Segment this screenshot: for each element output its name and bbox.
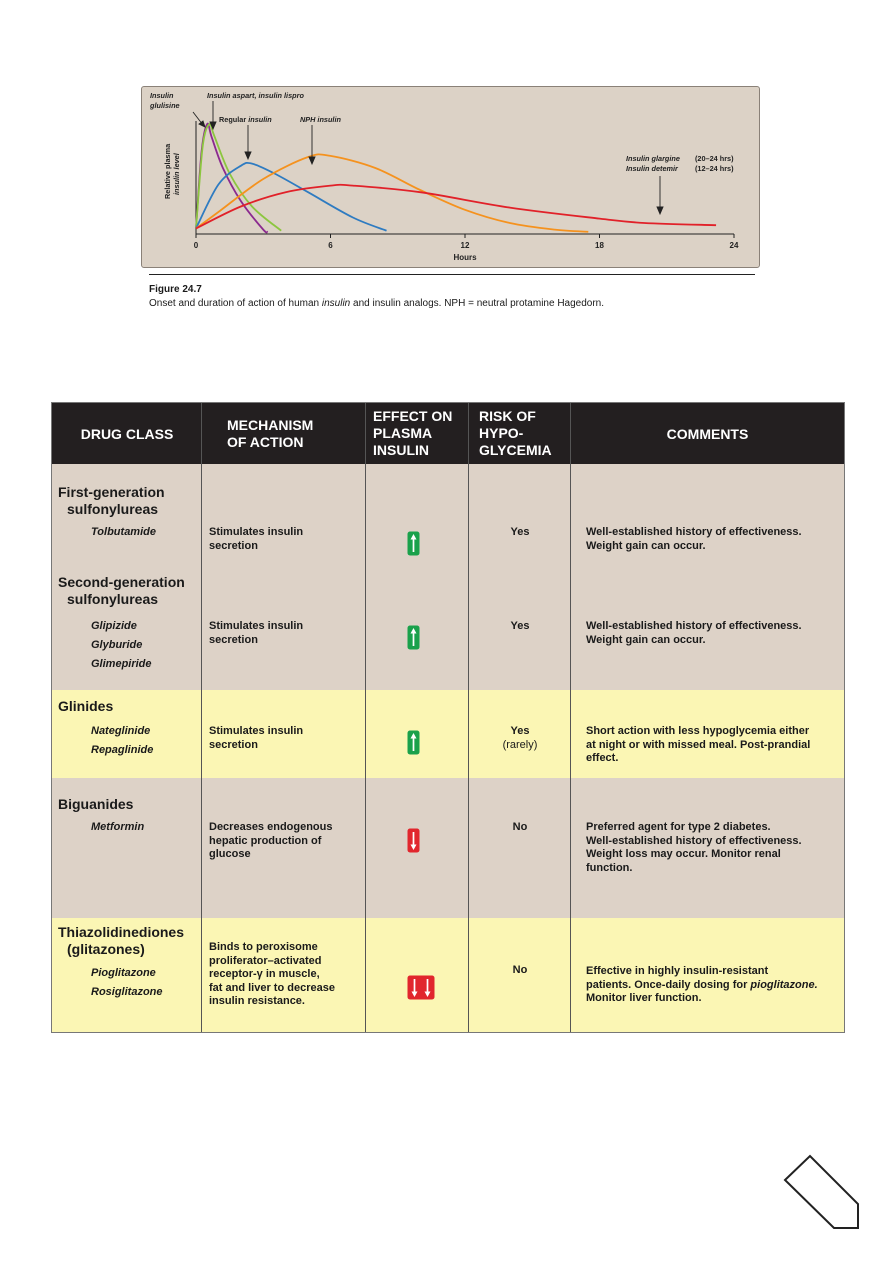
mechanism-line: Stimulates insulin	[209, 526, 304, 538]
drug-tolbutamide: Tolbutamide	[91, 526, 156, 538]
label-glargine: Insulin glargine	[626, 154, 680, 163]
chart-axes	[196, 121, 734, 234]
mechanism-line: proliferator–activated	[209, 954, 322, 967]
header-mechanism	[202, 403, 366, 464]
class-first-gen-2: sulfonylureas	[67, 501, 159, 517]
comment-line: Preferred agent for type 2 diabetes.	[586, 821, 771, 833]
mechanism-second-gen	[209, 620, 303, 647]
caption-pre: Onset and duration of action of human	[149, 298, 322, 309]
comment-line: effect.	[586, 752, 619, 764]
up-arrow-icon	[407, 625, 420, 655]
mechanism-line: secretion	[209, 738, 258, 751]
mechanism-line: glucose	[209, 848, 251, 860]
risk-second-gen: Yes	[510, 620, 530, 632]
y-axis-label-1: Relative plasma	[163, 143, 172, 199]
arrow-nph-head	[309, 157, 315, 164]
down-arrow-icon	[407, 975, 435, 1005]
comment-line: Well-established history of effectiveness.	[586, 526, 802, 538]
label-regular	[219, 115, 272, 124]
comment-line	[586, 979, 818, 993]
pencil-icon[interactable]	[780, 1150, 864, 1239]
mechanism-glinides	[209, 725, 303, 752]
risk-first-gen: Yes	[510, 526, 530, 538]
caption-divider	[149, 274, 755, 275]
risk-glinides	[469, 725, 571, 752]
comment-part-italic: pioglitazone.	[750, 978, 818, 991]
comment-line: Well-established history of effectiveness.	[586, 834, 802, 847]
column-divider	[468, 403, 469, 1032]
drug-class-table	[51, 402, 845, 1033]
x-tick-label: 12	[460, 241, 470, 250]
comment-line: Effective in highly insulin-resistant	[586, 965, 769, 977]
arrow-regular-head	[245, 152, 251, 159]
label-regular-b: insulin	[248, 115, 272, 124]
header-risk-3: GLYCEMIA	[479, 442, 552, 458]
header-risk	[469, 403, 571, 464]
drug-nateglinide: Nateglinide	[91, 725, 151, 737]
comment-line: function.	[586, 861, 633, 874]
comment-line: at night or with missed meal. Post-prandial	[586, 738, 811, 751]
mechanism-line: Decreases endogenous	[209, 821, 333, 833]
x-tick-label: 18	[595, 241, 604, 250]
insulin-chart	[142, 87, 759, 267]
header-effect-1: EFFECT ON	[373, 408, 453, 424]
drug-glipizide: Glipizide	[91, 620, 137, 632]
x-tick-label: 0	[193, 241, 199, 250]
header-risk-1: RISK OF	[479, 408, 536, 424]
header-effect	[366, 403, 469, 464]
mechanism-line: fat and liver to decrease	[209, 981, 335, 994]
mechanism-line: receptor-γ in muscle,	[209, 968, 320, 980]
mechanism-tzd	[209, 941, 335, 1009]
x-tick-label: 24	[729, 241, 739, 250]
class-first-gen-1: First-generation	[58, 484, 165, 500]
class-tzd-1: Thiazolidinediones	[58, 924, 185, 940]
mechanism-biguanides	[209, 821, 333, 862]
mechanism-line: secretion	[209, 539, 258, 552]
down-arrow-icon	[407, 828, 420, 858]
arrow-glargine-head	[657, 207, 663, 214]
mechanism-first-gen	[209, 526, 303, 553]
mechanism-line: Binds to peroxisome	[209, 941, 318, 953]
drug-rosiglitazone: Rosiglitazone	[91, 986, 163, 998]
drug-pioglitazone: Pioglitazone	[91, 967, 156, 979]
comment-glinides	[586, 725, 810, 766]
label-aspart: Insulin aspart, insulin lispro	[207, 91, 304, 100]
comment-biguanides	[586, 821, 802, 875]
comment-line: Short action with less hypoglycemia either	[586, 725, 810, 737]
mechanism-line: secretion	[209, 633, 258, 646]
class-second-gen-1: Second-generation	[58, 574, 185, 590]
caption-italic: insulin	[321, 298, 351, 309]
mechanism-line: insulin resistance.	[209, 995, 305, 1007]
up-arrow-icon	[407, 531, 420, 561]
comment-line: Weight gain can occur.	[586, 633, 706, 646]
label-glulisine-1: Insulin	[150, 91, 174, 100]
x-axis-label: Hours	[453, 253, 477, 262]
drug-metformin: Metformin	[91, 821, 145, 833]
series-line	[196, 124, 281, 231]
comment-tzd	[586, 965, 818, 1006]
class-second-gen-2: sulfonylureas	[67, 591, 159, 607]
comment-line: Weight loss may occur. Monitor renal	[586, 848, 781, 860]
label-detemir: Insulin detemir	[626, 164, 678, 173]
header-comments	[571, 403, 844, 464]
class-tzd-2: (glitazones)	[67, 941, 145, 957]
header-comments-text: COMMENTS	[666, 426, 749, 442]
class-biguanides: Biguanides	[58, 796, 134, 812]
header-mechanism-2: OF ACTION	[227, 434, 304, 450]
class-glinides: Glinides	[58, 698, 114, 714]
label-glulisine-2: glulisine	[150, 101, 180, 110]
drug-repaglinide: Repaglinide	[91, 744, 154, 756]
column-divider	[365, 403, 366, 1032]
header-drug-class-text: DRUG CLASS	[80, 426, 174, 442]
risk-biguanides: No	[512, 821, 528, 833]
risk-tzd: No	[512, 964, 528, 976]
figure-caption	[149, 298, 604, 309]
mechanism-line: hepatic production of	[209, 834, 322, 847]
insulin-action-figure	[141, 86, 760, 268]
label-glargine-duration: (20–24 hrs)	[695, 154, 734, 163]
comment-line: Well-established history of effectiveness.	[586, 620, 802, 632]
header-risk-2: HYPO-	[479, 425, 524, 441]
comment-first-gen	[586, 526, 802, 553]
drug-glimepiride: Glimepiride	[91, 658, 152, 670]
comment-line: Monitor liver function.	[586, 992, 702, 1004]
header-mechanism-1: MECHANISM	[227, 417, 314, 433]
risk-line: Yes	[510, 725, 530, 737]
header-effect-3: INSULIN	[373, 442, 429, 458]
mechanism-line: Stimulates insulin	[209, 725, 304, 737]
comment-line: Weight gain can occur.	[586, 539, 706, 552]
y-axis-label-2: insulin level	[172, 153, 181, 195]
label-detemir-duration: (12–24 hrs)	[695, 164, 734, 173]
label-nph: NPH insulin	[300, 115, 341, 124]
column-divider	[570, 403, 571, 1032]
comment-part: patients. Once-daily dosing for	[586, 978, 751, 991]
up-arrow-icon	[407, 730, 420, 760]
label-regular-a: Regular	[219, 115, 249, 124]
risk-line: (rarely)	[502, 738, 538, 751]
drug-glyburide: Glyburide	[91, 639, 143, 651]
header-effect-2: PLASMA	[373, 425, 433, 441]
x-tick-label: 6	[328, 241, 333, 250]
mechanism-line: Stimulates insulin	[209, 620, 304, 632]
arrow-glulisine-head	[199, 121, 205, 127]
comment-second-gen	[586, 620, 802, 647]
caption-post: and insulin analogs. NPH = neutral protamine Hagedorn.	[350, 298, 605, 309]
figure-title: Figure 24.7	[149, 284, 202, 295]
header-drug-class	[52, 403, 202, 464]
column-divider	[201, 403, 202, 1032]
